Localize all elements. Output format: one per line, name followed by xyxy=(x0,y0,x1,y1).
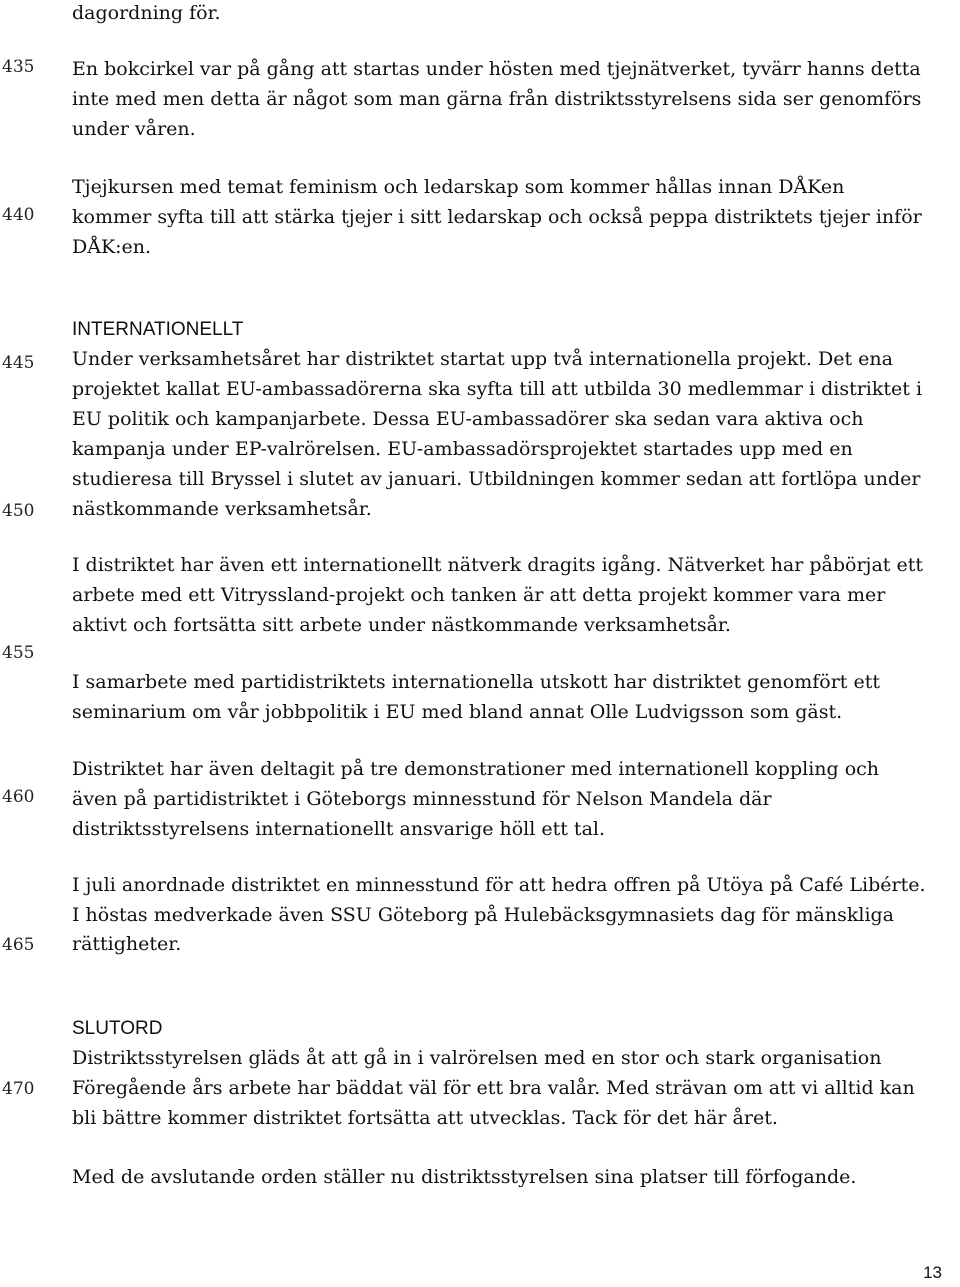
page-number: 13 xyxy=(923,1263,942,1282)
section-heading-internationellt: INTERNATIONELLT xyxy=(72,319,244,340)
section-heading-slutord: SLUTORD xyxy=(72,1018,163,1039)
text-line: En bokcirkel var på gång att startas under hösten med tjejnätverket, tyvärr hanns detta xyxy=(72,58,921,80)
text-line: projektet kallat EU-ambassadörerna ska syfta till att utbilda 30 medlemmar i distriktet i xyxy=(72,378,923,400)
text-line: dagordning för. xyxy=(72,2,221,24)
text-line: bli bättre kommer distriktet fortsätta att utvecklas. Tack för det här året. xyxy=(72,1107,778,1129)
line-number-435: 435 xyxy=(2,57,35,77)
text-line: DÅK:en. xyxy=(72,236,152,258)
line-number-460: 460 xyxy=(2,787,35,807)
text-line: Tjejkursen med temat feminism och ledarskap som kommer hållas innan DÅKen xyxy=(72,176,845,198)
text-line: I distriktet har även ett internationellt nätverk dragits igång. Nätverket har påbörjat ett xyxy=(72,554,923,576)
line-number-465: 465 xyxy=(2,935,35,955)
text-line: seminarium om vår jobbpolitik i EU med bland annat Olle Ludvigsson som gäst. xyxy=(72,701,843,723)
text-line: Under verksamhetsåret har distriktet startat upp två internationella projekt. Det ena xyxy=(72,348,893,370)
text-line: arbete med ett Vitryssland-projekt och tanken är att detta projekt kommer vara mer xyxy=(72,584,886,606)
text-line: Föregående års arbete har bäddat väl för ett bra valår. Med strävan om att vi alltid kan xyxy=(72,1077,915,1099)
text-line: studieresa till Bryssel i slutet av januari. Utbildningen kommer sedan att fortlöpa under xyxy=(72,468,921,490)
line-number-450: 450 xyxy=(2,501,35,521)
text-line: även på partidistriktet i Göteborgs minnesstund för Nelson Mandela där xyxy=(72,788,772,810)
text-line: kampanja under EP-valrörelsen. EU-ambassadörsprojektet startades upp med en xyxy=(72,438,853,460)
text-line: under våren. xyxy=(72,118,196,140)
text-line: I samarbete med partidistriktets internationella utskott har distriktet genomfört ett xyxy=(72,671,880,693)
text-line: Distriktet har även deltagit på tre demonstrationer med internationell koppling och xyxy=(72,758,880,780)
text-line: inte med men detta är något som man gärna från distriktsstyrelsens sida ser genomförs xyxy=(72,88,922,110)
text-line: Med de avslutande orden ställer nu distriktsstyrelsen sina platser till förfogande. xyxy=(72,1166,857,1188)
text-line: I juli anordnade distriktet en minnesstund för att hedra offren på Utöya på Café Libérte. xyxy=(72,874,926,896)
text-line: aktivt och fortsätta sitt arbete under nästkommande verksamhetsår. xyxy=(72,614,731,636)
line-number-445: 445 xyxy=(2,353,35,373)
text-line: EU politik och kampanjarbete. Dessa EU-ambassadörer ska sedan vara aktiva och xyxy=(72,408,864,430)
text-line: nästkommande verksamhetsår. xyxy=(72,498,372,520)
line-number-470: 470 xyxy=(2,1079,35,1099)
line-number-440: 440 xyxy=(2,205,35,225)
text-line: distriktsstyrelsens internationellt ansvarige höll ett tal. xyxy=(72,818,606,840)
text-line: rättigheter. xyxy=(72,933,182,955)
text-line: Distriktsstyrelsen gläds åt att gå in i valrörelsen med en stor och stark organisation xyxy=(72,1047,882,1069)
text-line: I höstas medverkade även SSU Göteborg på Hulebäcksgymnasiets dag för mänskliga xyxy=(72,904,895,926)
text-line: kommer syfta till att stärka tjejer i sitt ledarskap och också peppa distriktets tjejer inför xyxy=(72,206,922,228)
line-number-455: 455 xyxy=(2,643,35,663)
